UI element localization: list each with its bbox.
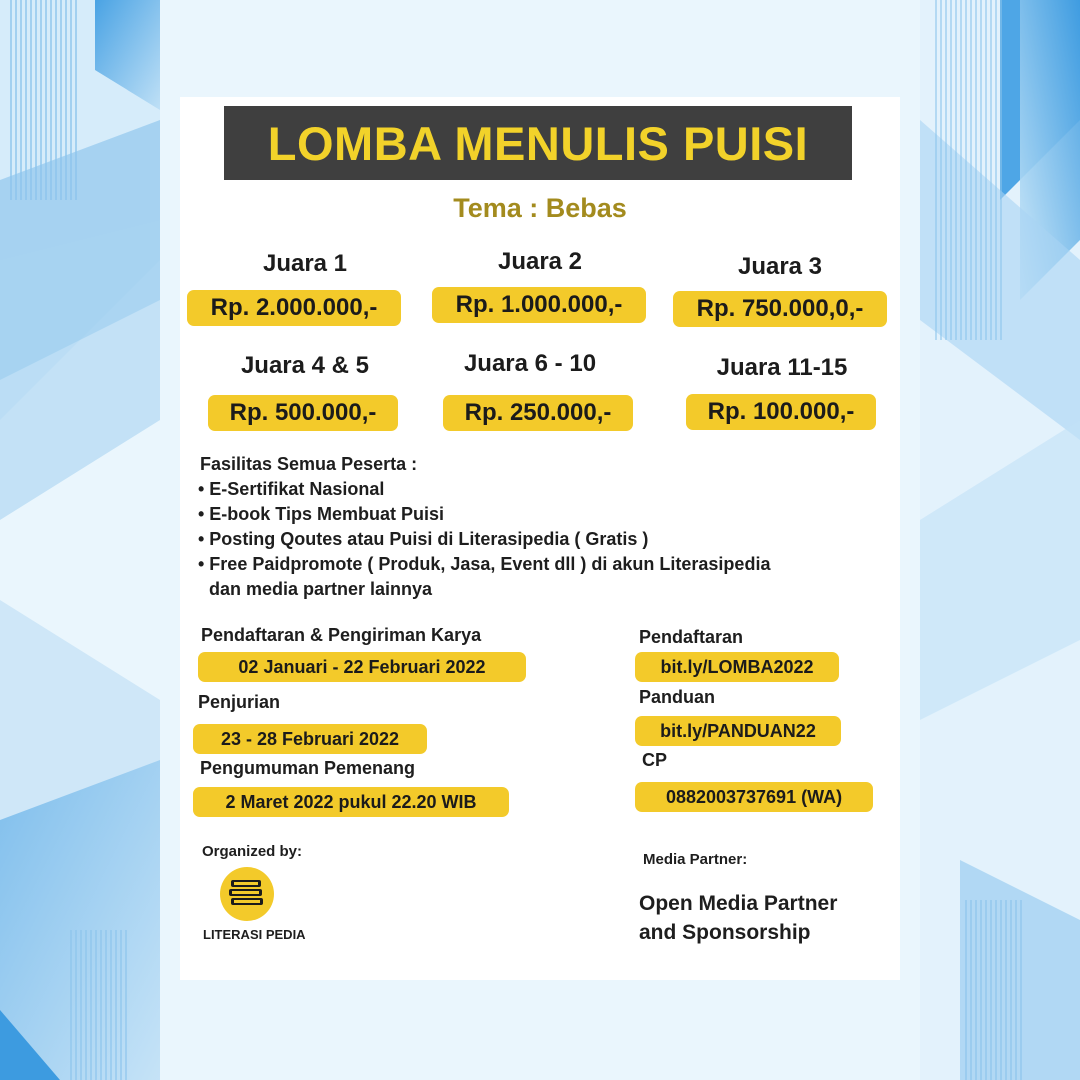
media-partner-line-1: Open Media Partner [639, 892, 838, 915]
prize-rank-6-10: Juara 6 - 10 [463, 350, 597, 377]
theme-text: Tema : Bebas [453, 193, 627, 223]
books-icon [220, 867, 274, 921]
link-label-registration: Pendaftaran [639, 627, 744, 647]
prize-rank-11-15: Juara 11-15 [716, 354, 848, 381]
facility-item: • E-book Tips Membuat Puisi [198, 504, 444, 524]
media-partner-line-2: and Sponsorship [639, 921, 811, 944]
schedule-label-judging: Penjurian [198, 692, 281, 712]
media-partner-heading: Media Partner: [643, 851, 748, 868]
facility-item: • Free Paidpromote ( Produk, Jasa, Event dll ) di akun Literasipedia [198, 554, 771, 574]
prize-amount-1: Rp. 2.000.000,- [187, 290, 401, 326]
facility-item: dan media partner lainnya [209, 579, 433, 599]
organizer-logo-text: LITERASI PEDIA [203, 927, 306, 942]
prize-amount-4-5: Rp. 500.000,- [208, 395, 398, 431]
prize-amount-2: Rp. 1.000.000,- [432, 287, 646, 323]
facility-item: • E-Sertifikat Nasional [198, 479, 385, 499]
link-label-guide: Panduan [639, 687, 716, 707]
facility-item: • Posting Qoutes atau Puisi di Literasipedia ( Gratis ) [198, 529, 649, 549]
prize-amount-3: Rp. 750.000,0,- [673, 291, 887, 327]
schedule-value-registration: 02 Januari - 22 Februari 2022 [198, 652, 526, 682]
schedule-label-announcement: Pengumuman Pemenang [200, 758, 416, 778]
schedule-value-announcement: 2 Maret 2022 pukul 22.20 WIB [193, 787, 509, 817]
facilities-heading: Fasilitas Semua Peserta : [200, 454, 418, 474]
guide-link[interactable]: bit.ly/PANDUAN22 [635, 716, 841, 746]
prize-rank-3: Juara 3 [737, 253, 823, 280]
schedule-label-registration: Pendaftaran & Pengiriman Karya [201, 625, 482, 645]
organizer-heading: Organized by: [202, 843, 303, 860]
prize-rank-1: Juara 1 [262, 250, 348, 277]
prize-amount-6-10: Rp. 250.000,- [443, 395, 633, 431]
link-label-contact: CP [642, 750, 668, 770]
registration-link[interactable]: bit.ly/LOMBA2022 [635, 652, 839, 682]
prize-rank-4-5: Juara 4 & 5 [240, 352, 370, 379]
schedule-value-judging: 23 - 28 Februari 2022 [193, 724, 427, 754]
contact-number: 0882003737691 (WA) [635, 782, 873, 812]
poster-title: LOMBA MENULIS PUISI [267, 116, 809, 170]
title-banner [224, 106, 852, 180]
prize-amount-11-15: Rp. 100.000,- [686, 394, 876, 430]
prize-rank-2: Juara 2 [497, 248, 583, 275]
